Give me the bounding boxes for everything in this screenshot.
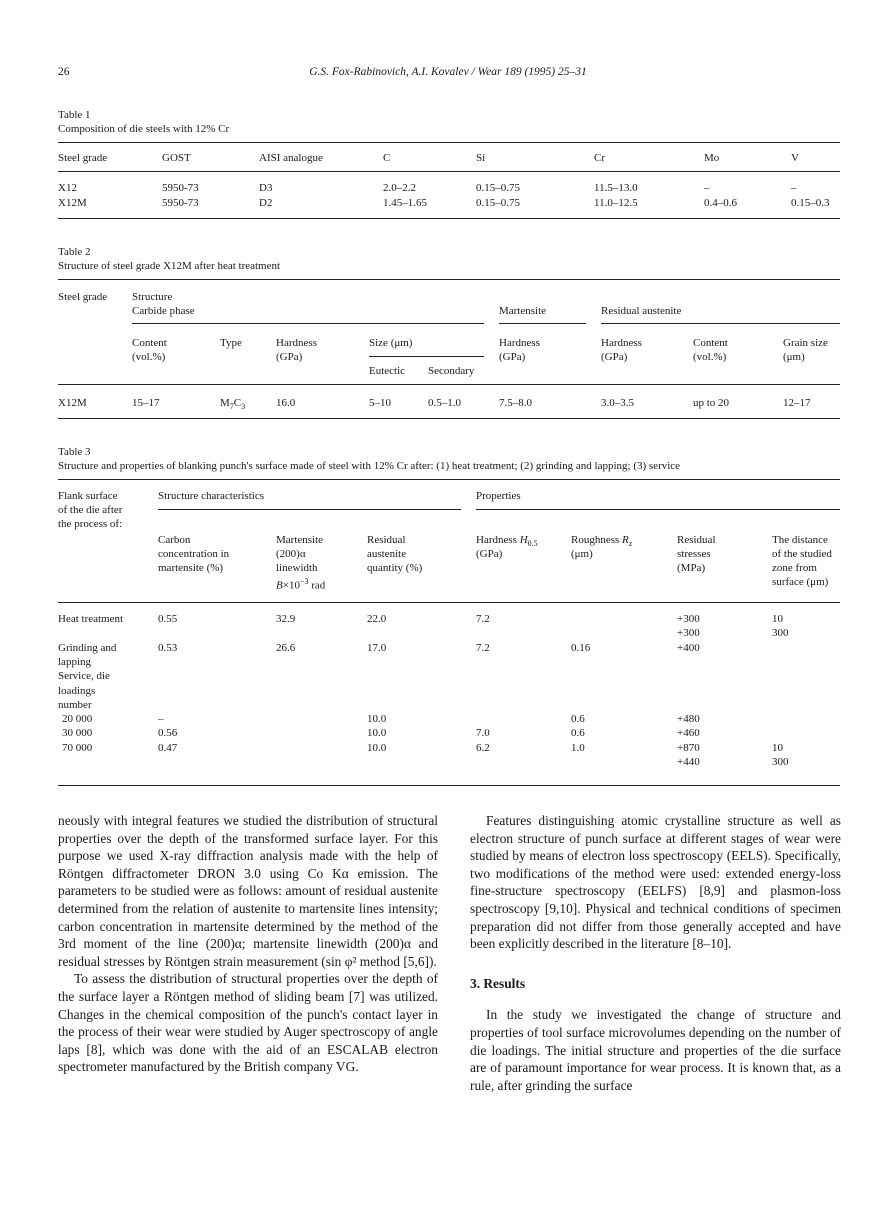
t3-cell-carbon: 0.47 bbox=[158, 742, 178, 754]
t3-cell-label: 20 000 bbox=[62, 713, 93, 725]
t3-cell-stress: +300 bbox=[677, 627, 700, 639]
table3-caption: Structure and properties of blanking punch's surface made of steel with 12% Cr after: (1) heat treatment; (2) grinding and lapping; (3) service bbox=[58, 460, 681, 472]
table3-top-rule bbox=[58, 479, 840, 480]
t2-h-size: Size (μm) bbox=[369, 337, 413, 349]
t2-h-content: Content bbox=[132, 337, 167, 349]
t3-cell-resid: 10.0 bbox=[367, 713, 387, 725]
t1-cell: 11.5–13.0 bbox=[594, 182, 638, 194]
t3-cell-resid: 10.0 bbox=[367, 742, 387, 754]
t1-col-header: AISI analogue bbox=[259, 152, 323, 164]
t2-cell: 5–10 bbox=[369, 397, 391, 409]
section-heading-results: 3. Results bbox=[470, 975, 526, 991]
t3-h-hardness: (GPa) bbox=[476, 548, 503, 560]
t2-cell: 12–17 bbox=[783, 397, 811, 409]
t1-cell: 0.15–0.75 bbox=[476, 182, 520, 194]
t2-h-m-hardness-unit: (GPa) bbox=[499, 351, 526, 363]
t3-cell-resid: 17.0 bbox=[367, 642, 387, 654]
t1-col-header: Steel grade bbox=[58, 152, 108, 164]
t3-cell-dist: 300 bbox=[772, 627, 789, 639]
t2-cell: 0.5–1.0 bbox=[428, 397, 461, 409]
t3-h-distance: zone from bbox=[772, 562, 817, 574]
t1-cell: 11.0–12.5 bbox=[594, 197, 638, 209]
t3-h-residual: Residual bbox=[367, 534, 406, 546]
t1-cell: 0.15–0.3 bbox=[791, 197, 830, 209]
t2-carbide-rule bbox=[132, 323, 484, 324]
t3-cell-stress: +460 bbox=[677, 727, 700, 739]
t2-cell: 3.0–3.5 bbox=[601, 397, 634, 409]
t2-size-rule bbox=[369, 356, 484, 357]
t1-cell: 2.0–2.2 bbox=[383, 182, 416, 194]
t3-h-hardness: Hardness $H_{0.5}$ bbox=[476, 534, 538, 549]
t2-cell: 16.0 bbox=[276, 397, 296, 409]
t2-h-hardness: Hardness bbox=[276, 337, 317, 349]
t3-h-carbon: concentration in bbox=[158, 548, 230, 560]
t3-cell-dist: 10 bbox=[772, 613, 783, 625]
t2-h-r-hardness-unit: (GPa) bbox=[601, 351, 628, 363]
t3-h-stresses: stresses bbox=[677, 548, 711, 560]
left-column bbox=[58, 812, 438, 1076]
t1-col-header: Si bbox=[476, 152, 486, 164]
t3-cell-mart: 26.6 bbox=[276, 642, 296, 654]
t3-h-carbon: martensite (%) bbox=[158, 562, 224, 574]
t3-h-stresses: (MPa) bbox=[677, 562, 706, 574]
t3-h-distance: of the studied bbox=[772, 548, 832, 560]
t3-h-distance: surface (μm) bbox=[772, 576, 829, 588]
t1-col-header: V bbox=[791, 152, 799, 164]
t3-cell-stress: +300 bbox=[677, 613, 700, 625]
t3-header-rule bbox=[58, 602, 840, 603]
t2-h-structure: Structure bbox=[132, 291, 173, 303]
t1-col-header: C bbox=[383, 152, 391, 164]
t3-h-roughness: Roughness $R_z$ bbox=[571, 534, 633, 549]
left-paragraph-2: To assess the distribution of structural properties over the depth of the surface layer a Röntgen method of sliding beam [7] was utilized. Changes in the chemical composition of the punch's contact layer in the process of their wear were studied by Auger spectroscopy of angle laps [8], which was done with the aid of an ESCALAB electron spectrometer manufactured by the British company VG. bbox=[58, 971, 438, 1075]
t3-cell-carbon: – bbox=[158, 713, 164, 725]
t3-properties-rule bbox=[476, 509, 840, 510]
t1-cell: 5950-73 bbox=[162, 197, 199, 209]
t1-cell: 1.45–1.65 bbox=[383, 197, 427, 209]
t2-cell: 15–17 bbox=[132, 397, 160, 409]
t3-cell-hard: 7.0 bbox=[476, 727, 490, 739]
t2-cell: up to 20 bbox=[693, 397, 730, 409]
table3-label: Table 3 bbox=[58, 446, 91, 458]
t2-h-m-hardness: Hardness bbox=[499, 337, 540, 349]
t3-cell-carbon: 0.53 bbox=[158, 642, 178, 654]
table1-bottom-rule bbox=[58, 218, 840, 219]
t2-bottom-rule bbox=[58, 418, 840, 419]
table1-label: Table 1 bbox=[58, 109, 91, 121]
t3-h-martensite: linewidth bbox=[276, 562, 318, 574]
t3-cell-hard: 7.2 bbox=[476, 613, 490, 625]
t3-h-properties: Properties bbox=[476, 490, 521, 502]
t3-structure-rule bbox=[158, 509, 461, 510]
t2-h-content-unit: (vol.%) bbox=[132, 351, 166, 363]
t3-h-flank: of the die after bbox=[58, 504, 123, 516]
t3-cell-label: loadings bbox=[58, 685, 96, 697]
t2-residual-rule bbox=[601, 323, 840, 324]
t2-cell: X12M bbox=[58, 397, 87, 409]
t3-cell-label: Heat treatment bbox=[58, 613, 124, 625]
t3-cell-stress: +440 bbox=[677, 756, 700, 768]
t2-h-residual: Residual austenite bbox=[601, 305, 682, 317]
t2-h-type: Type bbox=[220, 337, 242, 349]
t3-cell-label: Grinding and bbox=[58, 642, 117, 654]
t3-cell-label: 30 000 bbox=[62, 727, 93, 739]
page-number: 26 bbox=[58, 66, 70, 78]
t3-cell-stress: +400 bbox=[677, 642, 700, 654]
t2-h-eutectic: Eutectic bbox=[369, 365, 406, 377]
t3-cell-rough: 0.6 bbox=[571, 713, 585, 725]
t2-h-grain: Grain size bbox=[783, 337, 828, 349]
t2-h-r-hardness: Hardness bbox=[601, 337, 642, 349]
t3-cell-label: number bbox=[58, 699, 92, 711]
t3-cell-stress: +870 bbox=[677, 742, 700, 754]
t3-cell-mart: 32.9 bbox=[276, 613, 296, 625]
t3-cell-label: 70 000 bbox=[62, 742, 93, 754]
t2-h-steel-grade: Steel grade bbox=[58, 291, 108, 303]
t2-martensite-rule bbox=[499, 323, 586, 324]
t2-h-secondary: Secondary bbox=[428, 365, 475, 377]
t1-cell: D2 bbox=[259, 197, 273, 209]
t1-cell: X12M bbox=[58, 197, 87, 209]
t2-cell-type: $M_7C_3$ bbox=[220, 397, 246, 412]
t1-col-header: Cr bbox=[594, 152, 605, 164]
right-column bbox=[470, 812, 841, 1094]
t3-h-martensite: Martensite bbox=[276, 534, 324, 546]
t2-h-hardness-unit: (GPa) bbox=[276, 351, 303, 363]
t3-cell-dist: 300 bbox=[772, 756, 789, 768]
t3-cell-hard: 6.2 bbox=[476, 742, 490, 754]
t3-h-residual: quantity (%) bbox=[367, 562, 423, 574]
t3-cell-rough: 0.6 bbox=[571, 727, 585, 739]
table2-top-rule bbox=[58, 279, 840, 280]
t3-h-martensite: $B\times 10^{-3}$ rad bbox=[276, 577, 326, 592]
table1-caption: Composition of die steels with 12% Cr bbox=[58, 123, 230, 135]
table1-header-rule bbox=[58, 171, 840, 172]
t2-h-martensite: Martensite bbox=[499, 305, 547, 317]
t1-cell: D3 bbox=[259, 182, 273, 194]
t3-h-martensite: (200)α bbox=[276, 548, 306, 560]
t2-h-r-content-unit: (vol.%) bbox=[693, 351, 727, 363]
t3-cell-hard: 7.2 bbox=[476, 642, 490, 654]
right-paragraph-2: In the study we investigated the change of structure and properties of tool surface microvolumes depending on the number of die loadings. The initial structure and properties of the die surface are of paramount importance for wear process. It is known that, as a rule, after grinding the surface bbox=[470, 1007, 841, 1093]
t3-cell-resid: 22.0 bbox=[367, 613, 387, 625]
t3-h-structure: Structure characteristics bbox=[158, 490, 264, 502]
t2-h-grain-unit: (μm) bbox=[783, 351, 805, 363]
t3-h-stresses: Residual bbox=[677, 534, 716, 546]
t3-cell-rough: 1.0 bbox=[571, 742, 585, 754]
table1-top-rule bbox=[58, 142, 840, 143]
t3-h-roughness: (μm) bbox=[571, 548, 593, 560]
t1-cell: – bbox=[791, 182, 797, 194]
t1-cell: X12 bbox=[58, 182, 77, 194]
t2-cell: 7.5–8.0 bbox=[499, 397, 532, 409]
t3-cell-dist: 10 bbox=[772, 742, 783, 754]
table2-label: Table 2 bbox=[58, 246, 91, 258]
t3-cell-label: Service, die bbox=[58, 670, 110, 682]
t1-col-header: GOST bbox=[162, 152, 191, 164]
left-paragraph-1: neously with integral features we studied the distribution of structural properties over the depth of the transformed surface layer. For this purpose we used X-ray diffraction analysis made with the help of Röntgen diffractometer DRON 3.0 using Co Kα emission. The parameters to be studied were as follows: amount of residual austenite determined from the relation of austenite to martensite lines intensity; carbon concentration in martensite determined by the method of the 3rd moment of the line (200)α; martensite linewidth (200)α and residual stresses by Röntgen strain measurement (sin φ² method [5,6]). bbox=[58, 813, 438, 969]
t3-cell-carbon: 0.56 bbox=[158, 727, 178, 739]
t1-cell: – bbox=[704, 182, 710, 194]
t2-h-r-content: Content bbox=[693, 337, 728, 349]
t3-cell-stress: +480 bbox=[677, 713, 700, 725]
t3-bottom-rule bbox=[58, 785, 840, 786]
t2-header-rule bbox=[58, 384, 840, 385]
t3-h-carbon: Carbon bbox=[158, 534, 191, 546]
running-title: G.S. Fox-Rabinovich, A.I. Kovalev / Wear 189 (1995) 25–31 bbox=[309, 66, 587, 78]
t1-cell: 5950-73 bbox=[162, 182, 199, 194]
t1-cell: 0.4–0.6 bbox=[704, 197, 737, 209]
t3-h-residual: austenite bbox=[367, 548, 407, 560]
t2-h-carbide: Carbide phase bbox=[132, 305, 195, 317]
t1-cell: 0.15–0.75 bbox=[476, 197, 520, 209]
t3-h-distance: The distance bbox=[772, 534, 828, 546]
t3-cell-resid: 10.0 bbox=[367, 727, 387, 739]
t1-col-header: Mo bbox=[704, 152, 720, 164]
t3-h-flank: the process of: bbox=[58, 518, 123, 530]
table2-caption: Structure of steel grade X12M after heat treatment bbox=[58, 260, 281, 272]
t3-cell-carbon: 0.55 bbox=[158, 613, 178, 625]
right-paragraph-1: Features distinguishing atomic crystalline structure as well as electron structure of punch surface at different stages of wear were studied by means of electron loss spectroscopy (EELS). Specifically, two modifications of the method were used: extended energy-loss fine-structure spectroscopy (EELFS) [8,9] and plasmon-loss spectroscopy [9,10]. Physical and technical conditions of specimen preparation did not differ from those generally accepted and have been explicitly described in the literature [8–10]. bbox=[470, 813, 841, 952]
t3-cell-label: lapping bbox=[58, 656, 91, 668]
t3-cell-rough: 0.16 bbox=[571, 642, 591, 654]
t3-h-flank: Flank surface bbox=[58, 490, 118, 502]
